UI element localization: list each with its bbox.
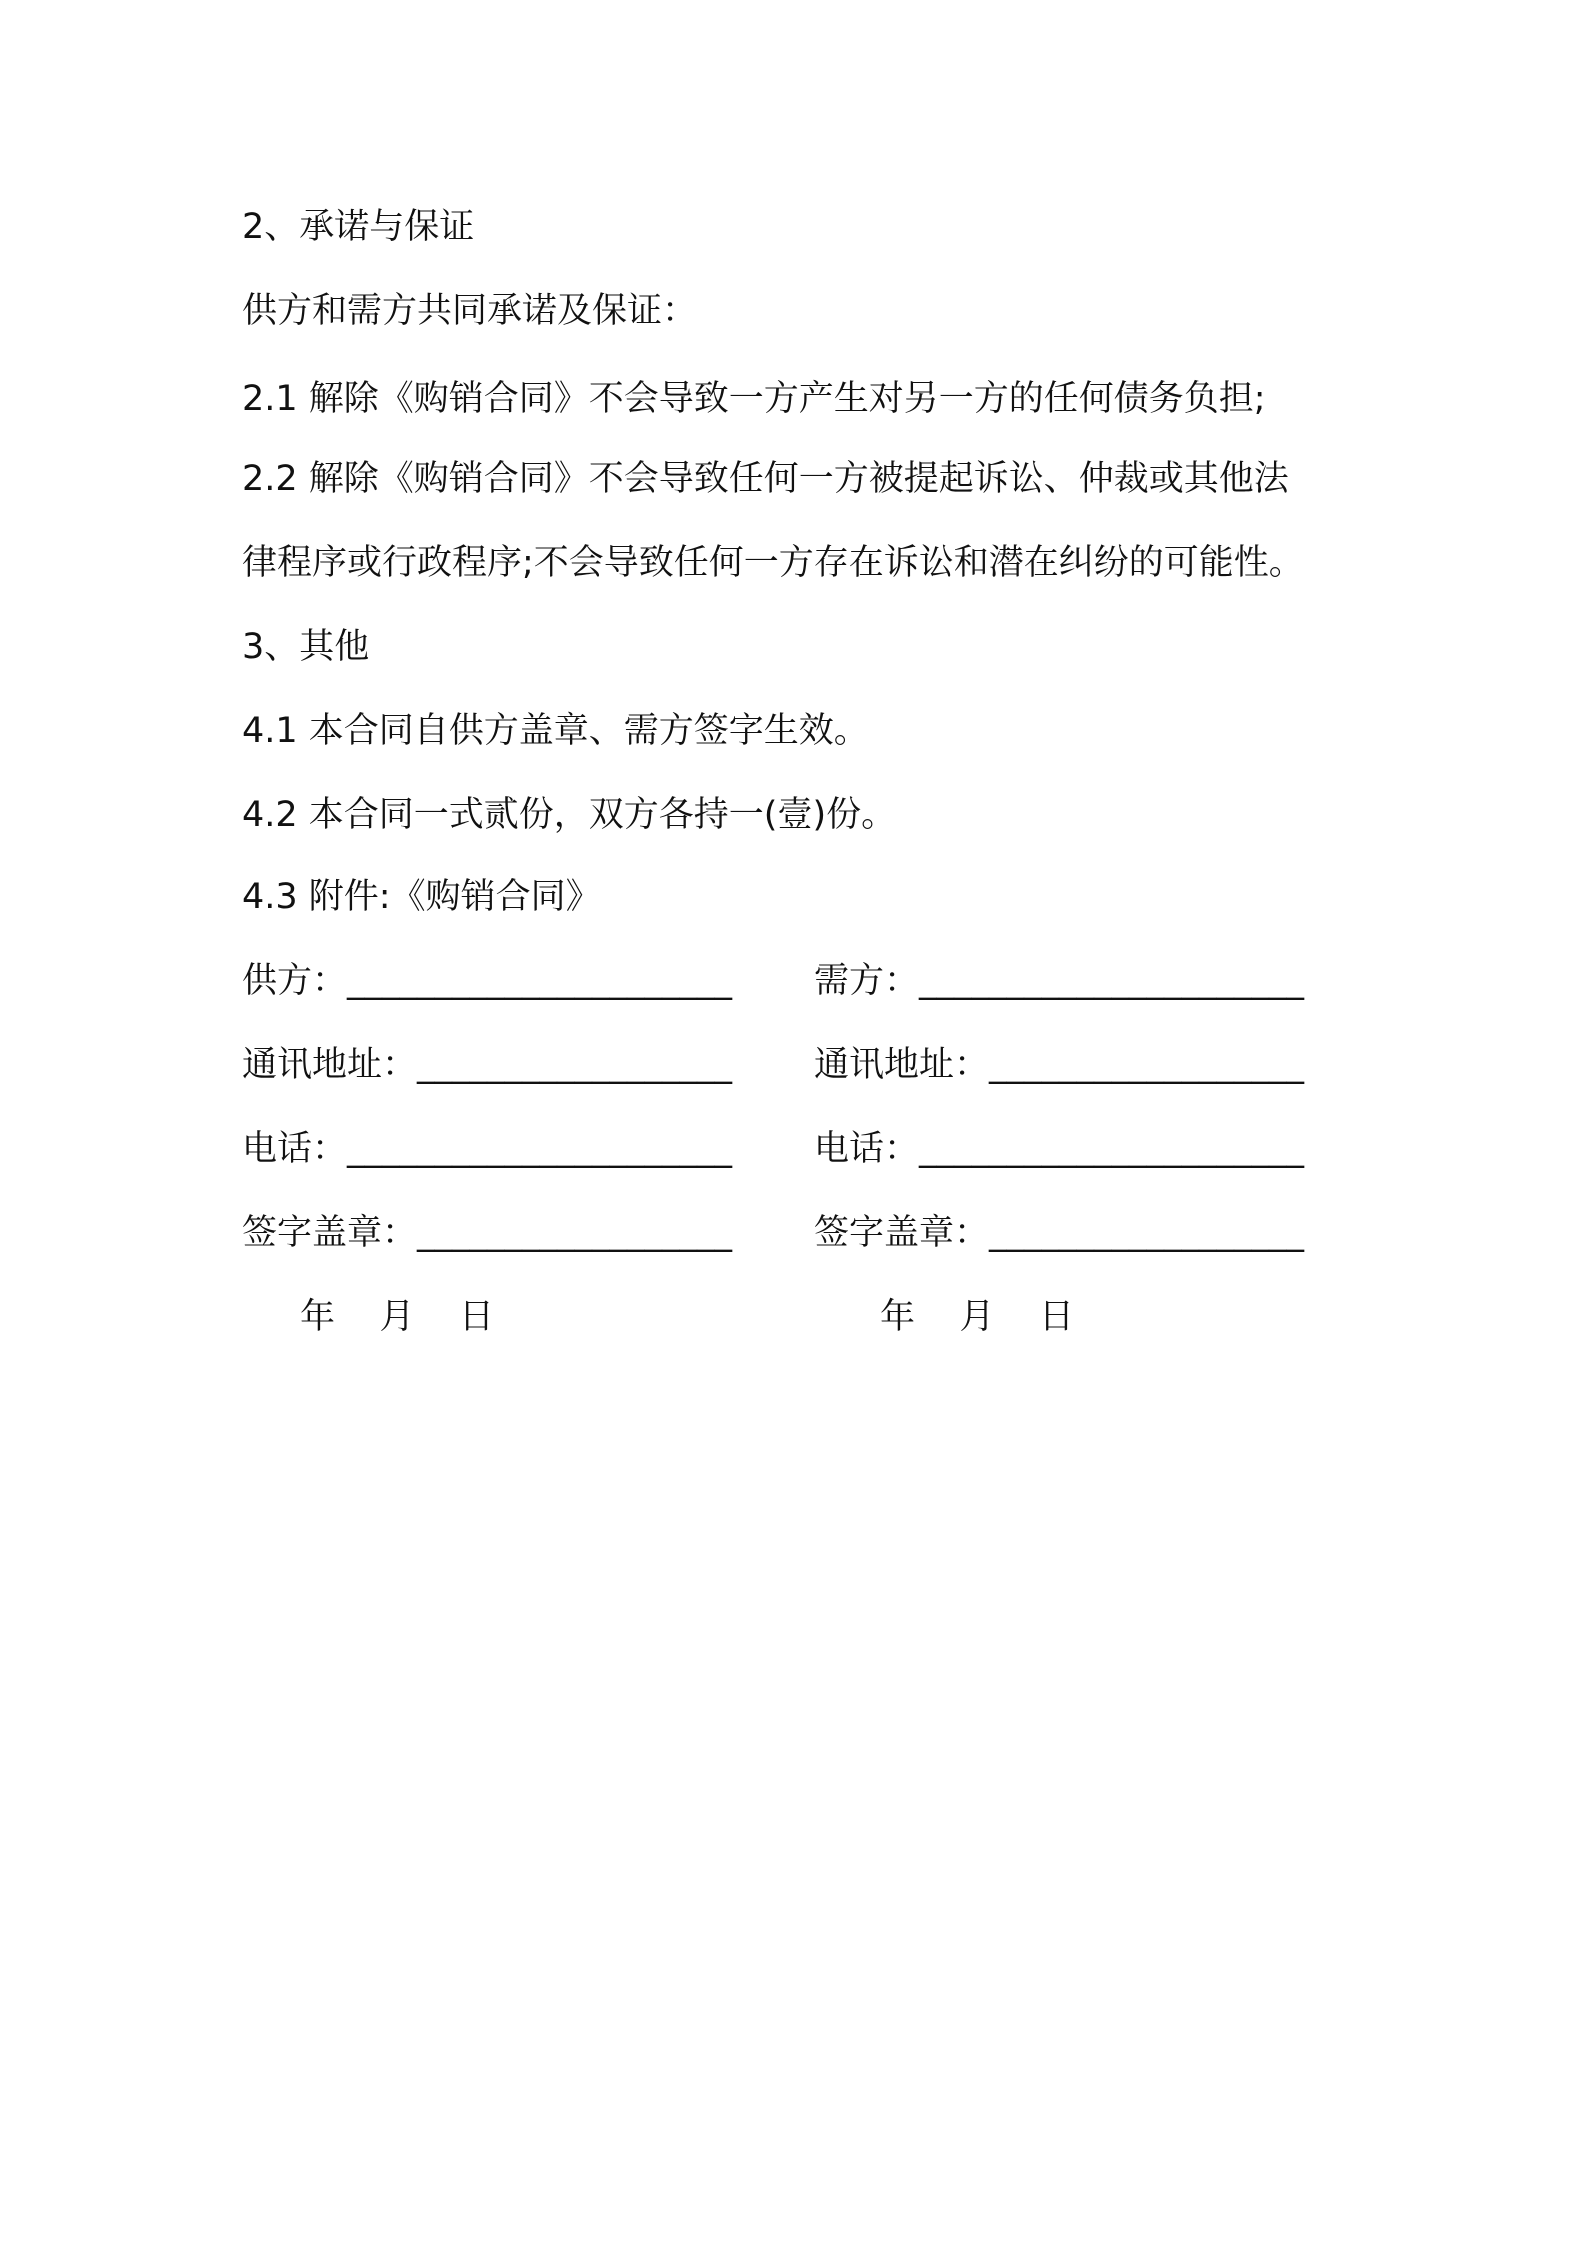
signature-row-address bbox=[242, 1044, 1362, 1094]
buyer-phone-field: 电话：______________________ bbox=[814, 1129, 1305, 1169]
buyer-date: 年 月 日 bbox=[880, 1297, 1075, 1337]
section-2-intro: 供方和需方共同承诺及保证： bbox=[242, 291, 698, 331]
supplier-party-field: 供方：______________________ bbox=[242, 961, 733, 1001]
buyer-address-field: 通讯地址：__________________ bbox=[814, 1045, 1305, 1085]
clause-2-2-line-2: 律程序或行政程序;不会导致任何一方存在诉讼和潜在纠纷的可能性。 bbox=[242, 543, 1304, 583]
supplier-date: 年 月 日 bbox=[300, 1297, 495, 1337]
clause-4-2: 4.2 本合同一式贰份，双方各持一(壹)份。 bbox=[242, 795, 897, 835]
signature-row-date bbox=[242, 1296, 1362, 1346]
clause-4-3: 4.3 附件:《购销合同》 bbox=[242, 877, 601, 917]
supplier-address-field: 通讯地址：__________________ bbox=[242, 1045, 733, 1085]
clause-4-1: 4.1 本合同自供方盖章、需方签字生效。 bbox=[242, 711, 869, 751]
section-3-heading: 3、其他 bbox=[242, 627, 370, 667]
buyer-party-field: 需方：______________________ bbox=[814, 961, 1305, 1001]
signature-row-party bbox=[242, 960, 1362, 1010]
signature-row-seal bbox=[242, 1212, 1362, 1262]
buyer-seal-field: 签字盖章：__________________ bbox=[814, 1213, 1305, 1253]
supplier-seal-field: 签字盖章：__________________ bbox=[242, 1213, 733, 1253]
section-2-heading: 2、承诺与保证 bbox=[242, 207, 475, 247]
clause-2-1: 2.1 解除《购销合同》不会导致一方产生对另一方的任何债务负担; bbox=[242, 379, 1266, 419]
supplier-phone-field: 电话：______________________ bbox=[242, 1129, 733, 1169]
clause-2-2-line-1: 2.2 解除《购销合同》不会导致任何一方被提起诉讼、仲裁或其他法 bbox=[242, 459, 1289, 499]
signature-row-phone bbox=[242, 1128, 1362, 1178]
